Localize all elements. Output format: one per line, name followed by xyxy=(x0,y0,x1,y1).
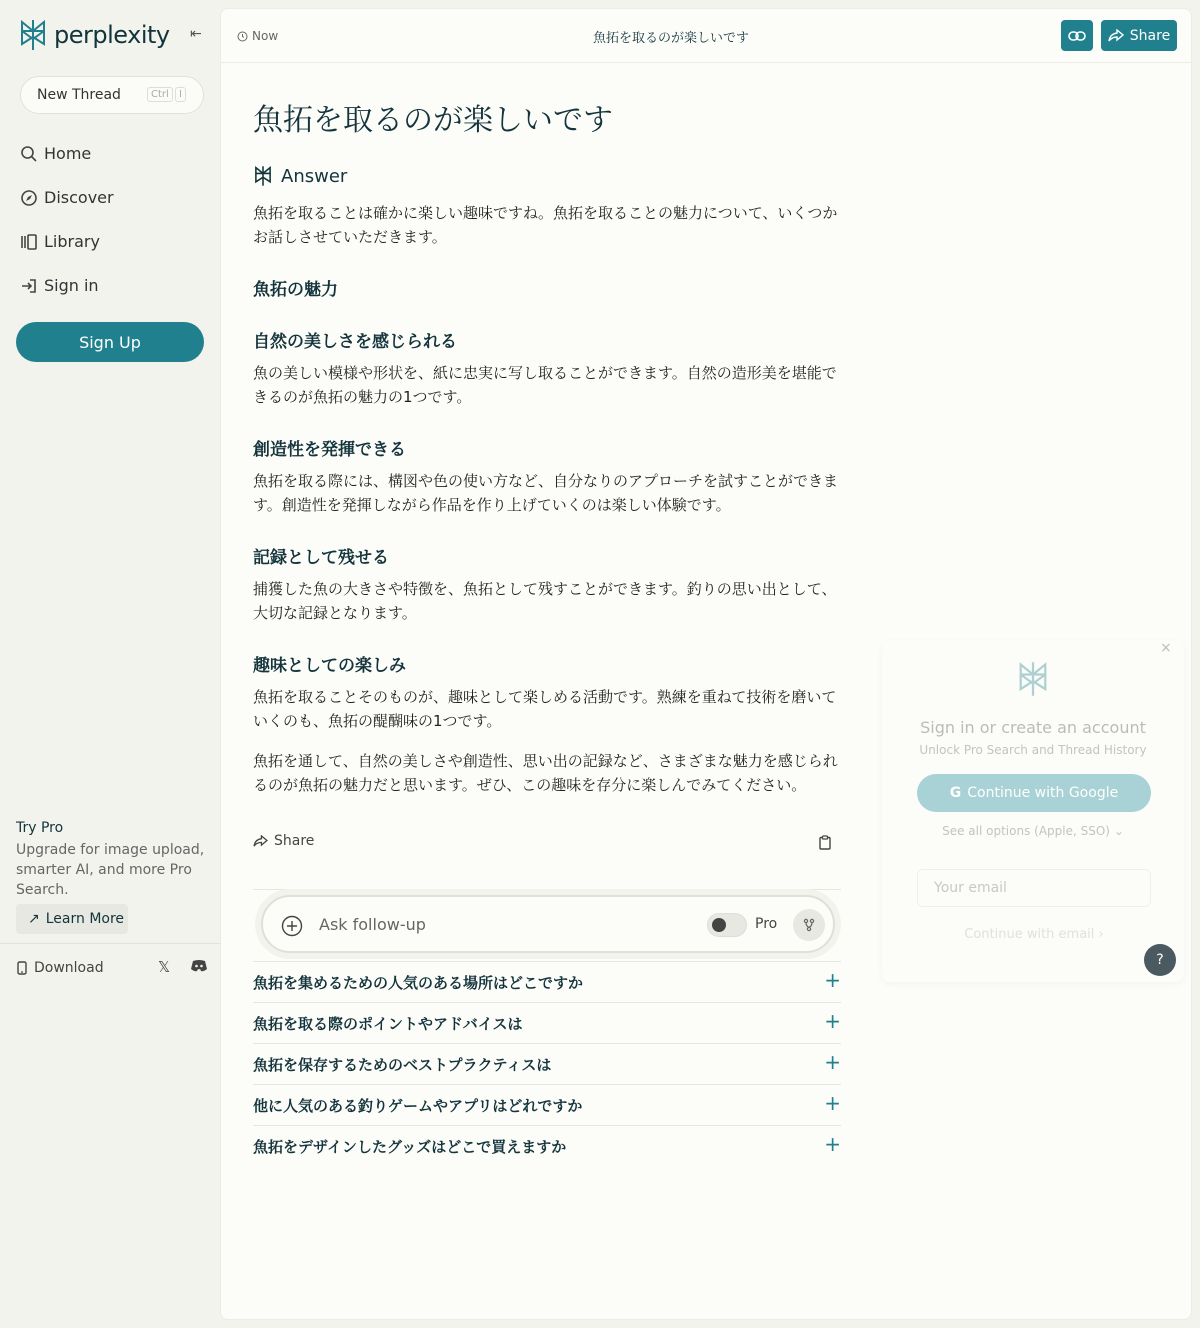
related-question[interactable] xyxy=(253,961,841,1002)
chevron-down-icon: ⌄ xyxy=(1113,824,1124,838)
sidebar-item-label: Library xyxy=(44,232,100,251)
compass-icon xyxy=(20,189,38,207)
thread-title: 魚拓を取るのが楽しいです xyxy=(592,31,749,46)
point-body: 魚拓を取ることそのものが、趣味として楽しめる活動です。熟練を重ねて技術を磨いていくのも、魚拓の醍醐味の1つです。 xyxy=(253,688,837,730)
pro-toggle[interactable] xyxy=(707,913,747,937)
sidebar-item-label: Home xyxy=(44,144,92,163)
point-body: 魚拓を取る際には、構図や色の使い方など、自分なりのアプローチを試すことができます。創造性を発揮しながら作品を作り上げていくのは楽しい体験です。 xyxy=(253,472,839,514)
plus-icon: + xyxy=(824,968,841,992)
toggle-knob xyxy=(712,918,726,932)
point-title: 自然の美しさを感じられる xyxy=(253,332,457,352)
download-label: Download xyxy=(34,960,104,976)
see-all-options-link[interactable] xyxy=(882,824,1184,838)
answer-label: Answer xyxy=(281,165,348,187)
plus-icon: + xyxy=(824,1132,841,1156)
attach-plus-icon[interactable] xyxy=(281,915,303,937)
point-title: 趣味としての楽しみ xyxy=(253,656,406,676)
logo-text: perplexity xyxy=(54,21,170,49)
related-question[interactable] xyxy=(253,1002,841,1043)
learn-more-label: Learn More xyxy=(45,911,125,927)
new-thread-button[interactable] xyxy=(20,76,204,114)
chevron-right-icon: › xyxy=(1098,927,1104,942)
related-question[interactable] xyxy=(253,1084,841,1125)
related-question-text: 魚拓を取る際のポイントやアドバイスは xyxy=(253,1015,523,1033)
sidebar xyxy=(0,0,220,1328)
help-button[interactable]: ? xyxy=(1144,944,1176,976)
plus-icon: + xyxy=(824,1050,841,1074)
sidebar-item-home[interactable] xyxy=(20,144,91,163)
see-all-label: See all options (Apple, SSO) xyxy=(942,824,1110,838)
point-body: 魚の美しい模様や形状を、紙に忠実に写し取ることができます。自然の造形美を堪能できるのが魚拓の魅力の1つです。 xyxy=(253,364,837,406)
pro-label: Pro xyxy=(755,916,778,932)
share-button[interactable] xyxy=(1101,20,1177,51)
try-pro-description: Upgrade for image upload, smarter AI, and more Pro Search. xyxy=(16,842,205,898)
shortcut-i: I xyxy=(175,87,186,102)
shortcut-ctrl: Ctrl xyxy=(147,87,173,102)
continue-with-email-button[interactable] xyxy=(917,920,1151,950)
perplexity-logo-icon xyxy=(18,18,48,52)
point-body: 捕獲した魚の大きさや特徴を、魚拓として残すことができます。釣りの思い出として、大切な記録となります。 xyxy=(253,580,837,622)
link-icon xyxy=(1068,30,1086,42)
search-icon xyxy=(20,145,38,163)
email-field[interactable]: Your email xyxy=(917,869,1151,907)
point-title: 記録として残せる xyxy=(253,548,389,568)
library-icon xyxy=(20,233,38,251)
answer-share-button[interactable] xyxy=(253,833,314,849)
related-question-text: 魚拓をデザインしたグッズはどこで買えますか xyxy=(253,1138,567,1156)
share-label: Share xyxy=(1129,27,1171,44)
perplexity-answer-icon xyxy=(253,165,273,187)
try-pro-section xyxy=(16,820,206,900)
section-title: 魚拓の魅力 xyxy=(253,280,338,300)
share-label: Share xyxy=(274,833,315,849)
top-bar xyxy=(221,9,1193,63)
related-question[interactable] xyxy=(253,1043,841,1084)
plus-icon: + xyxy=(824,1009,841,1033)
sidebar-item-library[interactable] xyxy=(20,232,100,251)
answer-conclusion: 魚拓を通して、自然の美しさや創造性、思い出の記録など、さまざまな魅力を感じられるのが魚拓の魅力だと思います。ぜひ、この趣味を存分に楽しんでみてください。 xyxy=(253,752,838,794)
point-title: 創造性を発揮できる xyxy=(253,440,406,460)
close-icon[interactable]: × xyxy=(1160,640,1172,656)
related-question-text: 他に人気のある釣りゲームやアプリはどれですか xyxy=(253,1097,583,1115)
collapse-sidebar-icon[interactable]: ⇤ xyxy=(190,26,202,42)
sign-in-modal xyxy=(882,640,1184,982)
sidebar-item-label: Discover xyxy=(44,188,114,207)
answer-header xyxy=(253,165,347,187)
x-twitter-icon[interactable]: 𝕏 xyxy=(158,958,171,976)
modal-subtitle: Unlock Pro Search and Thread History xyxy=(919,743,1147,757)
arrow-up-right-icon: ↗ xyxy=(28,911,40,927)
google-label: Continue with Google xyxy=(967,785,1119,801)
copy-link-button[interactable] xyxy=(1061,20,1093,51)
perplexity-logo[interactable] xyxy=(18,18,170,52)
continue-with-google-button[interactable] xyxy=(917,774,1151,812)
share-icon xyxy=(253,835,268,847)
download-link[interactable] xyxy=(16,960,104,976)
answer-intro: 魚拓を取ることは確かに楽しい趣味ですね。魚拓を取ることの魅力について、いくつかお話しさせていただきます。 xyxy=(253,204,838,246)
google-icon: G xyxy=(949,785,962,801)
branch-icon xyxy=(803,918,815,932)
related-question[interactable] xyxy=(253,1125,841,1166)
sign-up-button[interactable]: Sign Up xyxy=(16,322,204,362)
follow-up-bar[interactable] xyxy=(261,895,835,953)
learn-more-button[interactable] xyxy=(16,904,128,934)
sidebar-item-label: Sign in xyxy=(44,276,99,295)
new-thread-label: New Thread xyxy=(37,87,121,103)
continue-email-label: Continue with email xyxy=(964,927,1095,942)
follow-up-input[interactable]: Ask follow-up xyxy=(319,915,426,934)
copy-clipboard-icon[interactable] xyxy=(819,835,831,854)
discord-icon[interactable] xyxy=(190,958,208,977)
share-icon xyxy=(1108,29,1124,42)
sign-in-icon xyxy=(20,277,38,295)
phone-icon xyxy=(16,961,28,975)
modal-title: Sign in or create an account xyxy=(920,718,1146,737)
question-title: 魚拓を取るのが楽しいです xyxy=(253,103,613,138)
sidebar-item-discover[interactable] xyxy=(20,188,114,207)
submit-button[interactable] xyxy=(793,909,825,941)
divider xyxy=(0,943,220,944)
sidebar-item-sign-in[interactable] xyxy=(20,276,99,295)
perplexity-logo-icon xyxy=(1016,660,1050,698)
try-pro-title: Try Pro xyxy=(16,820,64,836)
related-question-text: 魚拓を保存するためのベストプラクティスは xyxy=(253,1056,552,1074)
plus-icon: + xyxy=(824,1091,841,1115)
timestamp-label: Now xyxy=(252,29,279,43)
related-question-text: 魚拓を集めるための人気のある場所はどこですか xyxy=(253,974,584,992)
